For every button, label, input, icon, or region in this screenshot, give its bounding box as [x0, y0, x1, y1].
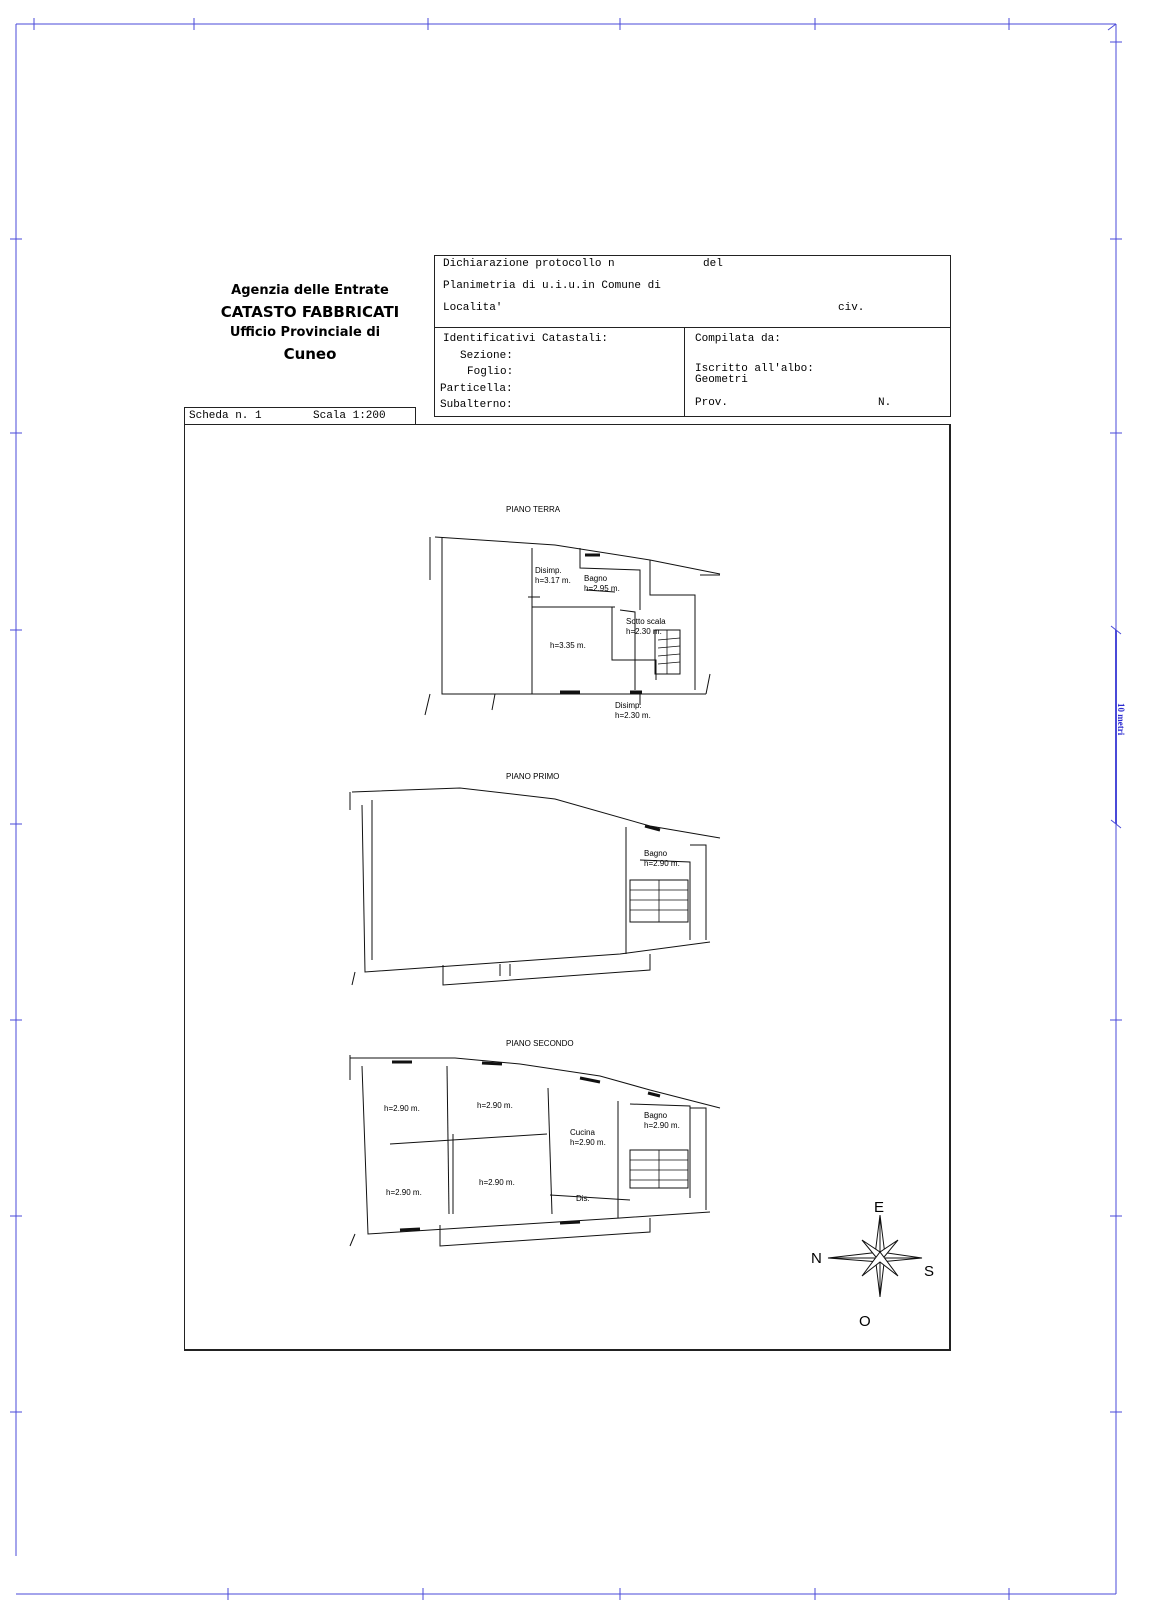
room-bagno-primo-label: Bagno: [644, 849, 668, 858]
agency-name: Agenzia delle Entrate: [231, 283, 389, 298]
compass-north: N: [811, 1250, 822, 1267]
prov-label: Prov.: [695, 397, 729, 409]
protocol-label: Dichiarazione protocollo n: [443, 258, 615, 270]
room-bagno-label: Bagno: [584, 574, 608, 583]
del-label: del: [703, 258, 723, 270]
scheda-label: Scheda n. 1: [189, 410, 262, 422]
subalterno-label: Subalterno:: [440, 399, 513, 411]
office-city: Cuneo: [283, 345, 337, 363]
identifiers-title: Identificativi Catastali:: [443, 333, 609, 345]
n-label: N.: [878, 397, 892, 409]
localita-label: Localita': [443, 302, 503, 314]
iscritto-label: Iscritto all'albo:: [695, 363, 814, 375]
room-disimp2-height: h=2.30 m.: [615, 711, 651, 720]
piano-primo-title: PIANO PRIMO: [506, 772, 560, 781]
room-dis-label: Dis.: [576, 1194, 590, 1203]
room-1-height: h=2.90 m.: [384, 1104, 420, 1113]
plan-piano-terra: [425, 537, 720, 715]
planimetria-label: Planimetria di u.i.u.in Comune di: [443, 280, 661, 292]
foglio-label: Foglio:: [467, 366, 514, 378]
catasto-title: CATASTO FABBRICATI: [220, 303, 400, 321]
particella-label: Particella:: [440, 383, 513, 395]
room-3-height: h=2.90 m.: [386, 1188, 422, 1197]
scale-bar-label: 10 metri: [1116, 703, 1126, 736]
room-sotto-scala-label: Sotto scala: [626, 617, 666, 626]
civ-label: civ.: [838, 302, 865, 314]
room-disimp-label: Disimp.: [535, 566, 562, 575]
room-cucina-label: Cucina: [570, 1128, 595, 1137]
room-4-height: h=2.90 m.: [479, 1178, 515, 1187]
compass-south: S: [924, 1263, 935, 1280]
geometri-label: Geometri: [695, 374, 748, 386]
plan-piano-primo: [350, 788, 720, 985]
room-cucina-height: h=2.90 m.: [570, 1138, 606, 1147]
piano-terra-title: PIANO TERRA: [506, 505, 561, 514]
piano-secondo-title: PIANO SECONDO: [506, 1039, 574, 1048]
room-bagno-secondo-height: h=2.90 m.: [644, 1121, 680, 1130]
room-disimp2-label: Disimp.: [615, 701, 642, 710]
room-main-height: h=3.35 m.: [550, 641, 586, 650]
compass-rose: [828, 1215, 922, 1297]
room-bagno-secondo-label: Bagno: [644, 1111, 668, 1120]
compass-west: O: [859, 1313, 871, 1330]
room-sotto-scala-height: h=2.30 m.: [626, 627, 662, 636]
office-label: Ufficio Provinciale di: [229, 325, 381, 340]
scala-label: Scala 1:200: [313, 410, 386, 422]
room-disimp-height: h=3.17 m.: [535, 576, 571, 585]
room-bagno-primo-height: h=2.90 m.: [644, 859, 680, 868]
sezione-label: Sezione:: [460, 350, 513, 362]
compass-east: E: [874, 1199, 885, 1216]
compiler-title: Compilata da:: [695, 333, 781, 345]
room-bagno-height: h=2.95 m.: [584, 584, 620, 593]
plan-piano-secondo: [350, 1055, 720, 1246]
room-2-height: h=2.90 m.: [477, 1101, 513, 1110]
